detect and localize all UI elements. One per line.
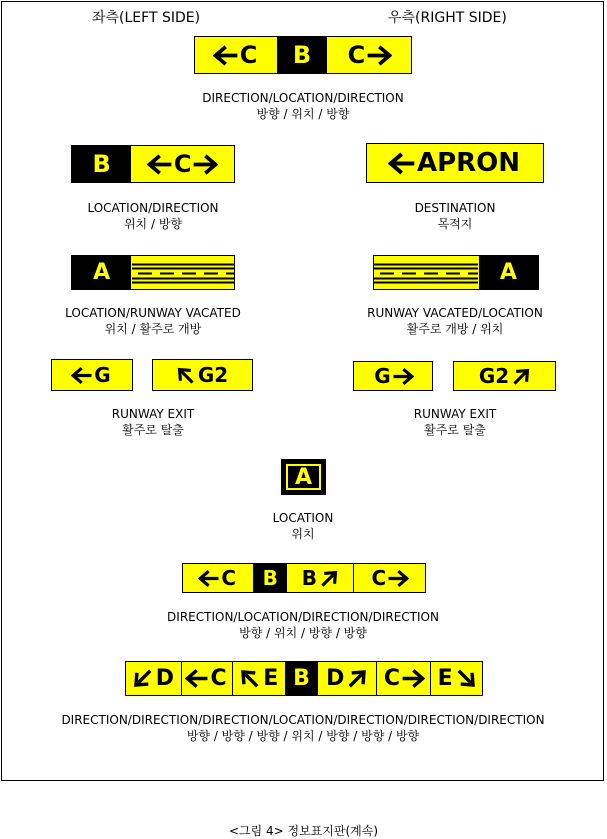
sign-text: C xyxy=(210,666,227,691)
sign-location-runway-vacated xyxy=(71,255,235,290)
sign-location-a xyxy=(281,459,326,495)
location-letter: A xyxy=(286,464,321,490)
direction-panel xyxy=(353,564,425,592)
caption-ko: 활주로 탈출 xyxy=(122,423,184,437)
caption-ko: 위치 / 활주로 개방 xyxy=(104,322,202,336)
sign-caption xyxy=(202,90,403,122)
arrow-w-icon xyxy=(71,365,92,386)
arrow-e-icon xyxy=(393,366,414,387)
direction-panel xyxy=(430,662,482,695)
arrow-nw-icon xyxy=(175,365,196,386)
arrow-se-icon xyxy=(455,667,478,690)
sign-runway-exit-g2-left xyxy=(152,359,253,391)
arrow-e-icon xyxy=(402,667,425,690)
sign-text: G xyxy=(94,363,111,387)
sign-text: C xyxy=(221,566,237,590)
direction-panel xyxy=(52,360,132,390)
arrow-ne-icon xyxy=(319,568,340,589)
arrow-sw-icon xyxy=(131,667,154,690)
caption-ko: 위치 / 방향 xyxy=(123,217,183,231)
sign-text: G2 xyxy=(478,364,510,388)
caption-en: LOCATION/DIRECTION xyxy=(87,201,219,215)
arrow-e-icon xyxy=(367,43,392,68)
sign-caption xyxy=(167,609,439,641)
arrow-ne-icon xyxy=(346,667,369,690)
sign-caption xyxy=(112,406,194,438)
runway-vacated-pattern-icon xyxy=(374,258,478,287)
location-panel xyxy=(285,662,318,695)
caption-en: RUNWAY EXIT xyxy=(413,407,497,421)
direction-panel xyxy=(126,662,181,695)
direction-panel xyxy=(183,564,253,592)
sign-direction-location-direction-direction xyxy=(182,563,426,593)
direction-panel xyxy=(131,146,234,182)
sign-text: A xyxy=(499,260,517,285)
sign-text: C xyxy=(239,41,258,69)
sign-caption xyxy=(414,406,496,438)
sign-text: C xyxy=(173,150,192,178)
sign-text: B xyxy=(292,41,312,69)
direction-panel xyxy=(454,362,555,390)
sign-destination-apron xyxy=(366,143,544,183)
direction-panel xyxy=(367,144,543,182)
sign-direction-location-direction xyxy=(194,36,412,74)
arrow-w-icon xyxy=(388,150,415,177)
caption-ko: 위치 xyxy=(291,527,315,541)
direction-panel xyxy=(376,662,431,695)
location-panel xyxy=(72,146,131,182)
figure-caption: <그림 4> 정보표지판(계속) xyxy=(228,824,379,838)
caption-ko: 방향 / 위치 / 방향 / 방향 xyxy=(239,626,367,640)
sign-text: G xyxy=(374,364,391,388)
direction-panel xyxy=(287,564,352,592)
location-panel xyxy=(253,564,287,592)
sign-text: D xyxy=(155,666,174,691)
arrow-w-icon xyxy=(147,152,172,177)
sign-text: APRON xyxy=(416,148,521,178)
sign-text: G2 xyxy=(197,363,229,387)
direction-panel xyxy=(354,362,432,390)
sign-seven-panel-direction xyxy=(125,661,483,696)
caption-en: DIRECTION/LOCATION/DIRECTION/DIRECTION xyxy=(167,610,439,624)
caption-en: LOCATION xyxy=(272,511,334,525)
right-side-header: 우측(RIGHT SIDE) xyxy=(388,10,507,26)
caption-en: DIRECTION/LOCATION/DIRECTION xyxy=(202,91,404,105)
caption-ko: 방향 / 방향 / 방향 / 위치 / 방향 / 방향 / 방향 xyxy=(186,729,420,743)
caption-ko: 활주로 개방 / 위치 xyxy=(406,322,504,336)
direction-panel xyxy=(195,37,277,73)
direction-panel xyxy=(327,37,411,73)
sign-text: C xyxy=(347,41,366,69)
caption-en: RUNWAY EXIT xyxy=(111,407,195,421)
arrow-e-icon xyxy=(193,152,218,177)
caption-en: DIRECTION/DIRECTION/DIRECTION/LOCATION/DIRECTION/DIRECTION/DIRECTION xyxy=(61,713,545,727)
sign-caption xyxy=(87,200,218,232)
sign-runway-exit-g-right xyxy=(353,361,433,391)
sign-runway-vacated-location xyxy=(373,255,539,290)
caption-en: DESTINATION xyxy=(414,201,496,215)
caption-en: LOCATION/RUNWAY VACATED xyxy=(65,306,241,320)
caption-en: RUNWAY VACATED/LOCATION xyxy=(367,306,543,320)
sign-caption xyxy=(61,712,544,744)
arrow-w-icon xyxy=(198,568,219,589)
sign-caption xyxy=(415,200,496,232)
sign-text: A xyxy=(93,260,111,285)
sign-text: B xyxy=(262,566,278,590)
sign-runway-exit-g-left xyxy=(51,359,133,391)
arrow-e-icon xyxy=(388,568,409,589)
arrow-nw-icon xyxy=(238,667,261,690)
arrow-w-icon xyxy=(213,43,238,68)
location-panel xyxy=(479,256,538,289)
direction-panel xyxy=(153,360,252,390)
sign-text: B xyxy=(301,566,317,590)
sign-caption xyxy=(367,305,543,337)
direction-panel xyxy=(232,662,285,695)
direction-panel xyxy=(318,662,376,695)
caption-ko: 목적지 xyxy=(437,217,473,231)
sign-runway-exit-g2-right xyxy=(453,361,556,391)
caption-ko: 활주로 탈출 xyxy=(424,423,486,437)
sign-text: C xyxy=(371,566,387,590)
sign-text: E xyxy=(263,666,279,691)
vacated-panel xyxy=(374,256,479,289)
sign-text: D xyxy=(326,666,345,691)
sign-text: B xyxy=(92,150,111,178)
vacated-panel xyxy=(131,256,234,289)
sign-text: E xyxy=(437,666,453,691)
location-panel xyxy=(277,37,327,73)
arrow-w-icon xyxy=(185,667,208,690)
sign-caption xyxy=(273,510,334,542)
sign-text: B xyxy=(293,666,310,691)
arrow-ne-icon xyxy=(511,366,532,387)
caption-ko: 방향 / 위치 / 방향 xyxy=(256,107,350,121)
sign-caption xyxy=(65,305,241,337)
left-side-header: 좌측(LEFT SIDE) xyxy=(92,10,201,26)
direction-panel xyxy=(181,662,233,695)
location-panel xyxy=(72,256,131,289)
sign-text: C xyxy=(383,666,401,691)
sign-location-direction xyxy=(71,145,235,183)
runway-vacated-pattern-icon xyxy=(132,258,234,287)
